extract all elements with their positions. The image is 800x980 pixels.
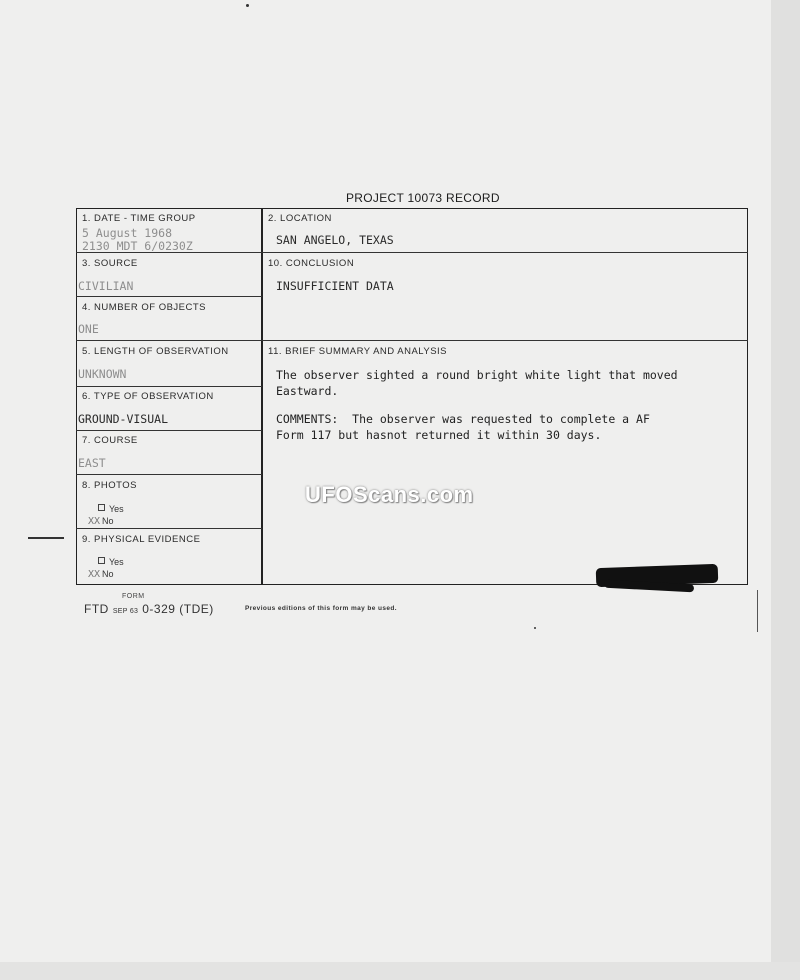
form-rule <box>76 528 262 529</box>
summary-line: The observer sighted a round bright white light that moved <box>276 368 678 382</box>
checked-mark: XX <box>88 516 101 527</box>
type-of-observation-value: GROUND-VISUAL <box>78 412 169 426</box>
checkbox-icon <box>98 557 105 564</box>
date-time-group-label: 1. DATE - TIME GROUP <box>82 213 196 224</box>
course-value: EAST <box>78 456 106 470</box>
form-title: PROJECT 10073 RECORD <box>346 191 500 205</box>
photos-no-label: No <box>102 516 114 526</box>
number-of-objects-label: 4. NUMBER OF OBJECTS <box>82 302 207 313</box>
checked-mark: XX <box>88 569 101 580</box>
summary-label: 11. BRIEF SUMMARY AND ANALYSIS <box>268 346 448 357</box>
scan-speck <box>246 4 249 7</box>
conclusion-label: 10. CONCLUSION <box>268 258 355 269</box>
source-value: CIVILIAN <box>78 279 134 293</box>
form-rule <box>76 386 262 387</box>
location-label: 2. LOCATION <box>268 213 332 224</box>
form-rule <box>76 474 262 475</box>
photos-yes-option <box>98 504 124 514</box>
time-value: 2130 MDT 6/0230Z <box>82 239 193 253</box>
physical-evidence-no-option <box>88 569 114 580</box>
footer-note: Previous editions of this form may be used. <box>245 605 397 612</box>
physical-evidence-no-label: No <box>102 569 114 579</box>
form-rule <box>76 296 262 297</box>
physical-evidence-yes-label: Yes <box>109 557 124 567</box>
photos-label: 8. PHOTOS <box>82 480 138 491</box>
physical-evidence-label: 9. PHYSICAL EVIDENCE <box>82 534 201 545</box>
watermark: UFOScans.com <box>305 482 474 507</box>
course-label: 7. COURSE <box>82 435 138 446</box>
length-of-observation-label: 5. LENGTH OF OBSERVATION <box>82 346 229 357</box>
length-of-observation-value: UNKNOWN <box>78 367 127 381</box>
number-of-objects-value: ONE <box>78 322 99 336</box>
location-value: SAN ANGELO, TEXAS <box>276 233 394 247</box>
type-of-observation-label: 6. TYPE OF OBSERVATION <box>82 391 214 402</box>
comments-line: Form 117 but hasnot returned it within 30 days. <box>276 428 602 442</box>
physical-evidence-yes-option <box>98 557 124 567</box>
form-code <box>84 602 214 616</box>
photos-no-option <box>88 516 114 527</box>
form-date: SEP 63 <box>112 608 139 615</box>
source-label: 3. SOURCE <box>82 258 138 269</box>
form-code-prefix: FTD <box>84 602 109 616</box>
date-value: 5 August 1968 <box>82 226 173 240</box>
conclusion-value: INSUFFICIENT DATA <box>276 279 394 293</box>
scan-edge-right <box>771 0 800 980</box>
summary-line: Eastward. <box>276 384 339 398</box>
scan-mark <box>28 537 64 539</box>
scan-edge-bottom <box>0 962 800 980</box>
form-rule <box>76 430 262 431</box>
form-rule <box>76 340 748 341</box>
photos-yes-label: Yes <box>109 504 124 514</box>
comments-line: COMMENTS: The observer was requested to complete a AF <box>276 412 650 426</box>
checkbox-icon <box>98 504 105 511</box>
scan-mark <box>757 590 758 632</box>
form-number: 0-329 (TDE) <box>142 602 214 616</box>
footer-form-word: FORM <box>122 593 145 600</box>
scan-speck <box>534 627 536 629</box>
